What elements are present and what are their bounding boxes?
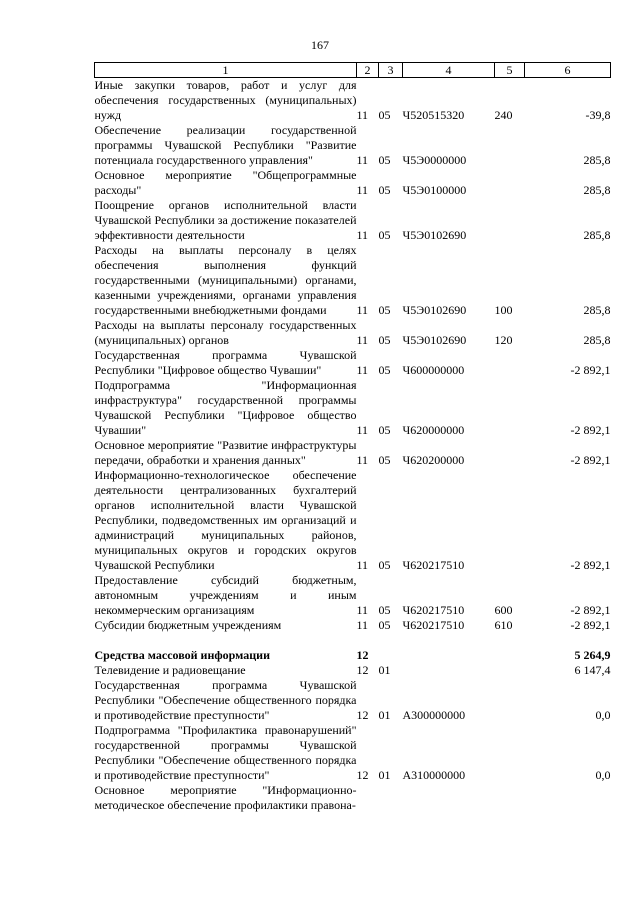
row-amount-cell: 285,8 <box>583 303 611 317</box>
row-section-cell: 12 <box>356 768 369 782</box>
row-name-cell: Расходы на выплаты персоналу в целях обеспечения выполнения функций государственными (муниципальными) органами, казенными учреждениями, органами управления государственными внебюджетными фондами <box>94 243 357 317</box>
row-name-cell: Телевидение и радиовещание <box>94 663 246 677</box>
row-subsection-cell: 05 <box>378 183 391 197</box>
row-target-code-cell: А300000000 <box>402 708 466 722</box>
row-expense-type-cell <box>495 648 525 663</box>
row-target-code-cell <box>403 648 495 663</box>
row-amount-cell: 285,8 <box>583 153 611 167</box>
row-subsection-cell <box>379 648 403 663</box>
row-subsection-cell: 01 <box>378 663 391 677</box>
row-subsection-cell: 05 <box>378 333 391 347</box>
row-subsection-cell: 05 <box>378 558 391 572</box>
row-expense-type-cell <box>495 378 525 438</box>
table-row <box>95 123 611 168</box>
row-expense-type-cell: 240 <box>494 108 513 122</box>
row-section-cell: 12 <box>356 708 369 722</box>
row-name-cell: Подпрограмма "Информационная инфраструктура" государственной программы Чувашской Республики "Цифровое общество Чувашии" <box>94 378 357 437</box>
table-row <box>95 573 611 618</box>
row-name-cell: Основное мероприятие "Развитие инфраструктуры передачи, обработки и хранения данных" <box>94 438 357 467</box>
row-subsection-cell: 05 <box>378 228 391 242</box>
row-name-cell: Основное мероприятие "Информационно-методическое обеспечение профилактики правона- <box>94 783 357 812</box>
row-amount-cell: 6 147,4 <box>574 663 611 677</box>
row-name-cell: Государственная программа Чувашской Республики "Цифровое общество Чувашии" <box>94 348 357 377</box>
row-section-cell: 11 <box>356 558 369 572</box>
table-row <box>95 783 611 813</box>
row-expense-type-cell <box>495 438 525 468</box>
row-target-code-cell: Ч5Э0000000 <box>402 153 467 167</box>
row-subsection-cell: 05 <box>378 363 391 377</box>
column-header-amount: 6 <box>525 63 611 78</box>
row-amount-cell: 0,0 <box>595 708 611 722</box>
row-name-cell: Обеспечение реализации государственной программы Чувашской Республики "Развитие потенциала государственного управления" <box>94 123 357 167</box>
row-subsection-cell: 05 <box>378 618 391 632</box>
row-subsection-cell: 05 <box>378 453 391 467</box>
row-section-cell: 11 <box>356 363 369 377</box>
row-name-cell: Подпрограмма "Профилактика правонарушений" государственной программы Чувашской Республики "Обеспечение общественного порядка и противодействие преступности" <box>94 723 357 782</box>
row-amount-cell: 5 264,9 <box>574 648 611 662</box>
row-target-code-cell: Ч620217510 <box>402 618 465 632</box>
row-expense-type-cell <box>495 783 525 813</box>
row-expense-type-cell <box>495 348 525 378</box>
row-section-cell: 11 <box>356 603 369 617</box>
row-target-code-cell: Ч5Э0102690 <box>402 303 467 317</box>
table-row <box>95 648 611 663</box>
row-amount-cell: -2 892,1 <box>570 558 611 572</box>
row-target-code-cell: Ч600000000 <box>402 363 465 377</box>
row-expense-type-cell: 600 <box>494 603 513 617</box>
row-target-code-cell: Ч620200000 <box>402 453 465 467</box>
row-expense-type-cell <box>495 678 525 723</box>
row-name-cell: Поощрение органов исполнительной власти Чувашской Республики за достижение показателей эффективности деятельности <box>94 198 357 242</box>
table-row <box>95 468 611 573</box>
budget-table <box>94 62 611 813</box>
row-subsection-cell: 01 <box>378 768 391 782</box>
table-row <box>95 438 611 468</box>
row-section-cell: 12 <box>356 648 369 662</box>
row-subsection-cell: 05 <box>378 303 391 317</box>
table-row <box>95 723 611 783</box>
table-row <box>95 378 611 438</box>
row-amount-cell: -2 892,1 <box>570 618 611 632</box>
column-header-name: 1 <box>95 63 357 78</box>
row-name-cell: Информационно-технологическое обеспечение деятельности централизованных бухгалтерий органов исполнительной власти Чувашской Республики, подведомственных им организаций и администраций муниципальных районов, муниципальных округов и городских округов Чувашской Республики <box>94 468 357 572</box>
row-section-cell: 11 <box>356 183 369 197</box>
column-header-expense-type: 5 <box>495 63 525 78</box>
row-target-code-cell: Ч5Э0102690 <box>402 228 467 242</box>
table-row <box>95 678 611 723</box>
row-name-cell: Иные закупки товаров, работ и услуг для обеспечения государственных (муниципальных) нужд <box>94 78 357 122</box>
row-section-cell: 11 <box>356 228 369 242</box>
row-section-cell: 11 <box>356 618 369 632</box>
row-expense-type-cell: 100 <box>494 303 513 317</box>
row-amount-cell: -2 892,1 <box>570 423 611 437</box>
row-expense-type-cell <box>495 168 525 198</box>
table-row <box>95 198 611 243</box>
column-header-target-code: 4 <box>403 63 495 78</box>
row-subsection-cell: 05 <box>378 108 391 122</box>
row-amount-cell: -2 892,1 <box>570 603 611 617</box>
row-amount-cell: -39,8 <box>585 108 611 122</box>
page-number: 167 <box>311 38 329 52</box>
row-amount-cell: 285,8 <box>583 333 611 347</box>
row-expense-type-cell: 120 <box>494 333 513 347</box>
row-target-code-cell: Ч620217510 <box>402 558 465 572</box>
row-target-code-cell: Ч5Э0100000 <box>402 183 467 197</box>
table-row <box>95 618 611 633</box>
row-amount-cell: 285,8 <box>583 183 611 197</box>
row-name-cell: Государственная программа Чувашской Республики "Обеспечение общественного порядка и противодействие преступности" <box>94 678 357 722</box>
row-expense-type-cell: 610 <box>494 618 513 632</box>
row-section-cell: 11 <box>356 153 369 167</box>
row-section-cell: 11 <box>356 303 369 317</box>
row-name-cell: Расходы на выплаты персоналу государственных (муниципальных) органов <box>94 318 357 347</box>
row-expense-type-cell <box>495 723 525 783</box>
row-section-cell: 11 <box>356 453 369 467</box>
row-target-code-cell <box>403 783 495 813</box>
row-name-cell: Субсидии бюджетным учреждениям <box>94 618 282 632</box>
table-spacer-row <box>95 633 611 648</box>
row-target-code-cell <box>403 663 495 678</box>
row-target-code-cell: Ч5Э0102690 <box>402 333 467 347</box>
row-expense-type-cell <box>495 123 525 168</box>
row-amount-cell: -2 892,1 <box>570 363 611 377</box>
row-name-cell: Основное мероприятие "Общепрограммные расходы" <box>94 168 357 197</box>
row-subsection-cell: 05 <box>378 603 391 617</box>
row-amount-cell: 285,8 <box>583 228 611 242</box>
row-section-cell: 11 <box>356 108 369 122</box>
row-target-code-cell: Ч520515320 <box>402 108 465 122</box>
table-row <box>95 243 611 318</box>
row-section-cell: 11 <box>356 423 369 437</box>
column-header-subsection: 3 <box>379 63 403 78</box>
row-target-code-cell: А310000000 <box>402 768 466 782</box>
row-subsection-cell: 05 <box>378 423 391 437</box>
table-row <box>95 348 611 378</box>
table-row <box>95 168 611 198</box>
table-row <box>95 78 611 124</box>
row-section-cell: 11 <box>356 333 369 347</box>
row-target-code-cell: Ч620217510 <box>402 603 465 617</box>
row-name-cell: Средства массовой информации <box>94 648 270 662</box>
table-header-row <box>95 63 611 78</box>
row-amount-cell: 0,0 <box>595 768 611 782</box>
row-expense-type-cell <box>495 468 525 573</box>
row-name-cell: Предоставление субсидий бюджетным, автономным учреждениям и иным некоммерческим организациям <box>94 573 357 617</box>
row-expense-type-cell <box>495 198 525 243</box>
row-subsection-cell: 01 <box>378 708 391 722</box>
row-subsection-cell: 05 <box>378 153 391 167</box>
column-header-section: 2 <box>357 63 379 78</box>
table-row <box>95 318 611 348</box>
spacer-cell <box>95 633 611 648</box>
row-amount-cell <box>525 783 611 813</box>
row-target-code-cell: Ч620000000 <box>402 423 465 437</box>
row-expense-type-cell <box>495 663 525 678</box>
row-section-cell: 12 <box>356 663 369 677</box>
row-subsection-cell <box>379 783 403 813</box>
table-row <box>95 663 611 678</box>
row-amount-cell: -2 892,1 <box>570 453 611 467</box>
row-section-cell <box>357 783 379 813</box>
